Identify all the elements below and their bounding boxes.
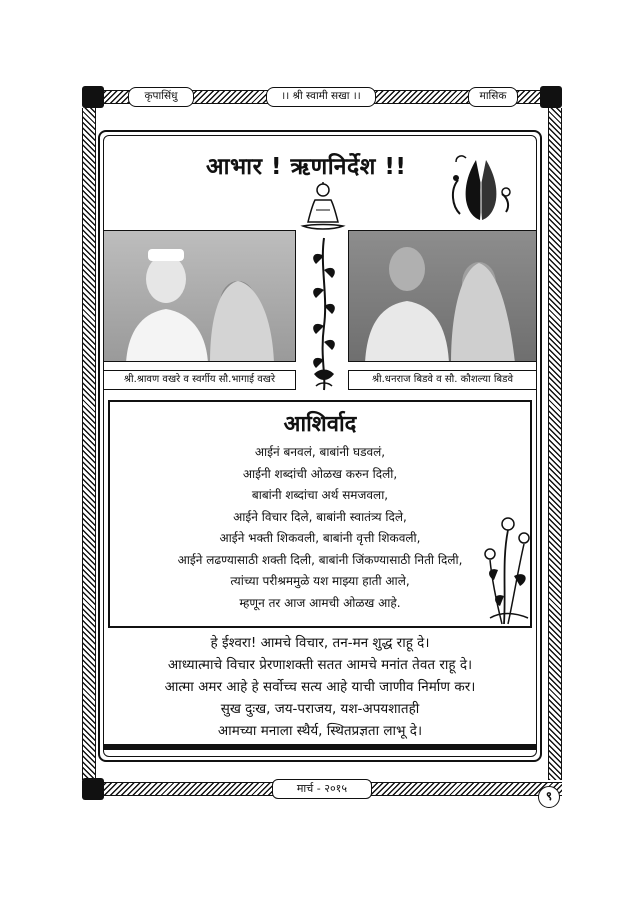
poem-line: म्हणून तर आज आमची ओळख आहे. [239, 595, 401, 610]
flower-spray-icon [484, 500, 534, 626]
page-title: आभार ! ऋणनिर्देश !! [206, 154, 407, 180]
poem-line: आईने भक्ती शिकवली, बाबांनी वृत्ती शिकवली, [219, 531, 421, 545]
prayer-line: आध्यात्माचे विचार प्रेरणाशक्ती सतत आमचे मनांत तेवत राहू दे। [167, 657, 473, 673]
prayer-block [103, 632, 537, 742]
prayer-line: आमच्या मनाला स्थैर्य, स्थितप्रज्ञता लाभू दे। [217, 723, 423, 739]
photo-vakhare-couple [103, 230, 296, 362]
prayer-line: आत्मा अमर आहे हे सर्वोच्च सत्य आहे याची जाणीव निर्माण कर। [164, 679, 476, 695]
poem-line: आईनी शब्दांची ओळख करुन दिली, [242, 466, 398, 481]
right-hatch-border [548, 108, 562, 780]
photo-bidve-couple [348, 230, 537, 362]
footer-date: मार्च - २०१५ [272, 779, 372, 799]
poem-line: आईनं बनवलं, बाबांनी घडवलं, [254, 445, 386, 459]
person-silhouette-icon [122, 241, 282, 362]
photo-caption-right: श्री.धनराज बिडवे व सौ. कौशल्या बिडवे [348, 370, 537, 390]
bottom-band [103, 744, 537, 750]
page-header [82, 86, 562, 108]
page-number: ९ [538, 786, 560, 808]
poem-line: त्यांच्या परीश्रममुळे यश माझ्या हाती आले, [230, 574, 410, 588]
blessing-poem [110, 442, 530, 614]
photo-caption-left: श्री.श्रावण वखरे व स्वर्गीय सौ.भागाई वखरे [103, 370, 296, 390]
left-hatch-border [82, 108, 96, 780]
header-center-label: ।। श्री स्वामी सखा ।। [266, 87, 376, 107]
person-silhouette-icon [359, 239, 529, 362]
poem-line: आईने लढण्यासाठी शक्ती दिली, बाबांनी जिंकण्यासाठी निती दिली, [177, 552, 463, 567]
folded-hands-icon [446, 150, 516, 225]
poem-line: आईने विचार दिले, बाबांनी स्वातंत्र्य दिले, [233, 509, 407, 524]
header-left-label: कृपासिंधु [128, 87, 194, 107]
footer-corner-left [82, 778, 104, 800]
floral-vine-icon [306, 236, 342, 392]
header-corner-right [540, 86, 562, 108]
page-footer [82, 778, 562, 800]
header-right-label: मासिक [468, 87, 518, 107]
blessing-box [108, 400, 532, 628]
header-corner-left [82, 86, 104, 108]
prayer-line: हे ईश्वरा! आमचे विचार, तन-मन शुद्ध राहू दे। [210, 635, 430, 651]
swami-figure-icon [298, 180, 348, 232]
poem-line: बाबांनी शब्दांचा अर्थ समजवला, [251, 488, 389, 502]
blessing-title: आशिर्वाद [283, 412, 357, 437]
prayer-line: सुख दुःख, जय-पराजय, यश-अपयशातही [220, 701, 420, 717]
